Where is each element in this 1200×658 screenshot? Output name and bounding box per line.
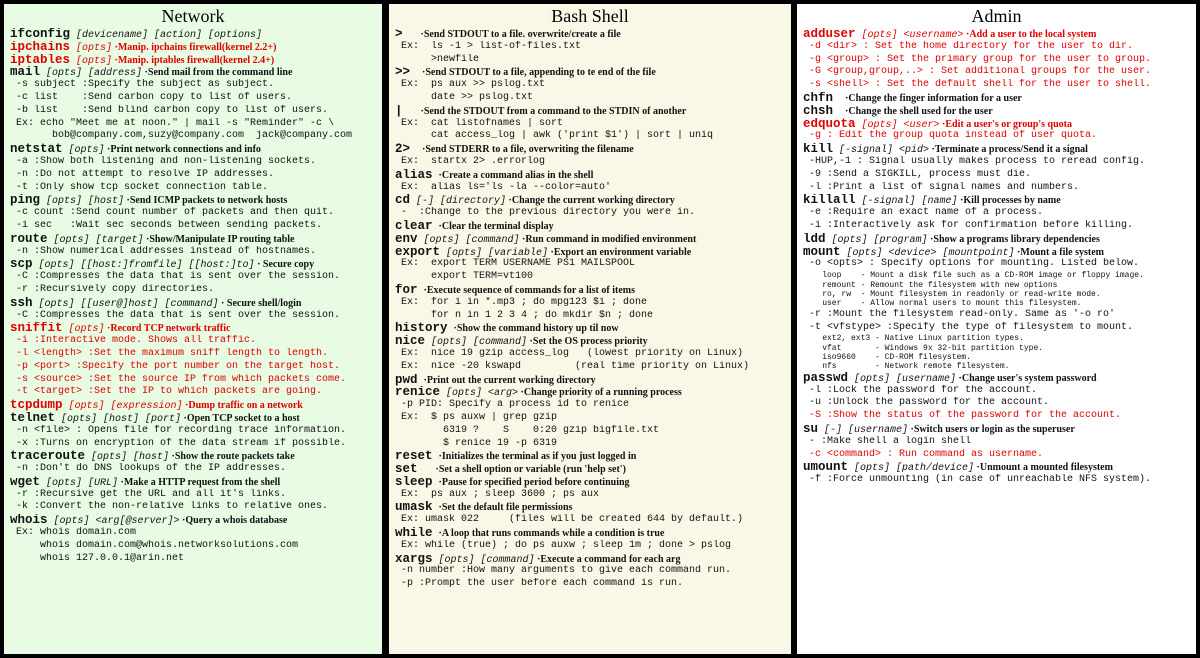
command-description: ·Change the shell used for the user <box>845 105 993 117</box>
command-name: chfn <box>803 91 834 105</box>
command-name: | <box>395 104 403 118</box>
command-name: env <box>395 232 418 246</box>
command-args: [opts] [target] <box>47 234 144 246</box>
command-description: ·Send STDOUT to a file. overwrite/create a file <box>420 29 621 40</box>
detail-line: -a :Show both listening and non-listening sockets. <box>10 155 317 167</box>
command-name: sleep <box>395 475 433 489</box>
command-entry <box>395 66 787 79</box>
command-entry <box>10 54 378 67</box>
detail-line: -n number :How many arguments to give each command run. <box>395 565 732 577</box>
command-args: [opts] <username> <box>855 30 964 41</box>
command-description: ·Make a HTTP request from the shell <box>118 476 281 488</box>
detail-line: Ex: ps aux >> pslog.txt <box>395 79 546 91</box>
command-description: ·Show/Manipulate IP routing table <box>143 233 295 245</box>
detail-line: -i sec :Wait sec seconds between sending packets. <box>10 219 323 231</box>
command-name: umount <box>803 461 849 475</box>
command-description: ·Add a user to the local system <box>963 29 1097 40</box>
command-args: [opts] <arg> <box>440 388 519 400</box>
command-description: ·Send STDOUT to a file, appending to te end of the file <box>422 67 656 79</box>
detail-line: -t <vfstype> :Specify the type of filesystem to mount. <box>803 321 1134 333</box>
command-entry <box>10 322 378 335</box>
command-description: ·Switch users or login as the superuser <box>908 424 1075 436</box>
detail-line: Ex: ls -1 > list-of-files.txt <box>395 40 582 52</box>
detail-line: Ex: cat listofnames | sort <box>395 117 564 129</box>
detail-line: whois domain.com@whois.networksolutions.com <box>10 539 299 551</box>
detail-line: -9 :Send a SIGKILL, process must die. <box>803 168 1032 180</box>
command-name: su <box>803 423 819 436</box>
detail-line: -n :Don't do DNS lookups of the IP addresses. <box>10 463 287 475</box>
command-name: > <box>395 28 403 41</box>
command-name: ldd <box>803 232 826 246</box>
command-entry <box>10 143 378 156</box>
detail-line: -n :Do not attempt to resolve IP addresses. <box>10 168 275 180</box>
command-description: ·Terminate a process/Send it a signal <box>929 144 1088 156</box>
command-name: adduser <box>803 28 856 41</box>
detail-line: Ex: echo "Meet me at noon." | mail -s "Reminder" -c \ <box>10 117 335 129</box>
command-entry <box>803 143 1192 156</box>
command-name: alias <box>395 168 433 182</box>
detail-line: -l :Print a list of signal names and numbers. <box>803 181 1080 193</box>
command-entry <box>10 450 378 463</box>
command-args: [opts] [command] <box>425 337 528 348</box>
command-description: ·Manip. iptables firewall(kernel 2.4+) <box>112 54 275 66</box>
command-args: [-] [directory] <box>410 196 507 208</box>
command-entry <box>395 233 787 246</box>
command-description: ·Show the command history up til now <box>453 323 619 335</box>
detail-line: date >> pslog.txt <box>395 91 534 103</box>
command-args <box>410 145 422 156</box>
command-entry <box>10 297 378 310</box>
command-entry <box>395 105 787 118</box>
command-args <box>418 465 436 476</box>
command-name: ssh <box>10 296 33 310</box>
command-name: umask <box>395 501 433 515</box>
detail-line: -r :Recursive get the URL and all it's links. <box>10 488 287 500</box>
command-entry <box>803 423 1192 436</box>
command-args: [opts] [program] <box>825 234 928 246</box>
command-entry <box>395 553 787 566</box>
command-entry <box>803 461 1192 474</box>
detail-line: Ex: while (true) ; do ps auxw ; sleep 1m ; done > pslog <box>395 539 732 551</box>
command-description: ·Print network connections and info <box>104 144 261 156</box>
command-args: [opts] [command] <box>417 234 520 246</box>
detail-line: -C :Compresses the data that is sent over the session. <box>10 309 341 321</box>
detail-line: export TERM=vt100 <box>395 271 534 283</box>
detail-line: -i :Interactively ask for confirmation before killing. <box>803 219 1134 231</box>
command-name: tcpdump <box>10 399 63 412</box>
command-description: ·Change the current working directory <box>506 195 675 207</box>
command-description: ·Edit a user's or group's quota <box>939 118 1072 130</box>
command-entry <box>803 246 1192 259</box>
command-name: killall <box>803 194 856 208</box>
detail-line: Ex: export TERM USERNAME PS1 MAILSPOOL <box>395 258 636 270</box>
detail-line: -g <group> : Set the primary group for the user to group. <box>803 53 1152 65</box>
command-name: while <box>395 527 433 540</box>
detail-line: $ renice 19 -p 6319 <box>395 437 558 449</box>
network-column <box>3 3 383 655</box>
bash-shell-column <box>388 3 792 655</box>
command-name: mail <box>10 66 41 80</box>
command-description: ·Send the STDOUT from a command to the STDIN of another <box>420 105 687 117</box>
command-name: mount <box>803 245 841 259</box>
detail-line: -r :Mount the filesystem read-only. Same as '-o ro' <box>803 308 1116 320</box>
command-name: whois <box>10 514 48 528</box>
command-name: kill <box>803 143 834 156</box>
detail-line: vfat - Windows 9x 32-bit partition type. <box>803 343 1044 353</box>
detail-line: -i :Interactive mode. Shows all traffic. <box>10 335 257 347</box>
detail-line: -t :Only show tcp socket connection table. <box>10 181 269 193</box>
command-name: nice <box>395 335 426 348</box>
command-args: [opts] <box>70 55 113 67</box>
command-description: ·Set a shell option or variable (run 'help set') <box>435 464 626 476</box>
command-name: netstat <box>10 143 63 156</box>
command-args <box>833 94 845 105</box>
command-entry <box>10 514 378 527</box>
detail-line: -x :Turns on encryption of the data stream if possible. <box>10 437 347 449</box>
command-description: · Secure shell/login <box>218 297 302 309</box>
detail-line: -l <length> :Set the maximum sniff length to length. <box>10 347 329 359</box>
command-entry <box>395 169 787 182</box>
command-entry <box>10 412 378 425</box>
command-entry <box>395 527 787 540</box>
command-args: [opts] <device> [mountpoint] <box>840 247 1015 259</box>
command-description: ·Set the OS process priority <box>527 336 648 348</box>
detail-line: - :Make shell a login shell <box>803 435 972 447</box>
command-args: [opts] [host] <box>40 196 125 208</box>
detail-line: -t <target> :Set the IP to which packets are going. <box>10 386 323 398</box>
detail-line: -G <group,group,..> : Set additional groups for the user. <box>803 66 1152 78</box>
detail-line: -e :Require an exact name of a process. <box>803 207 1044 219</box>
command-description: ·Send ICMP packets to network hosts <box>124 195 288 207</box>
command-args: [opts] [path/device] <box>848 463 975 475</box>
command-entry <box>395 143 787 156</box>
command-args: [opts] [address] <box>40 68 143 80</box>
command-args: [opts] [host] <box>85 452 170 464</box>
detail-line: 6319 ? S 0:20 gzip bigfile.txt <box>395 424 660 436</box>
command-entry <box>395 374 787 387</box>
command-description: ·Unmount a mounted filesystem <box>974 462 1113 474</box>
command-entry <box>395 450 787 463</box>
command-entry <box>395 322 787 335</box>
detail-line: -S :Show the status of the password for the account. <box>803 410 1122 422</box>
command-description: ·Print out the current working directory <box>423 374 596 386</box>
detail-line: -b list :Send blind carbon copy to list of users. <box>10 104 329 116</box>
detail-line: Ex: startx 2> .errorlog <box>395 155 546 167</box>
command-description: ·Export an environment variable <box>548 246 692 258</box>
command-args: [opts] [host] [port] <box>55 413 182 425</box>
command-entry <box>803 28 1192 41</box>
command-entry <box>10 66 378 79</box>
command-description: ·Create a command alias in the shell <box>438 169 594 181</box>
command-name: xargs <box>395 552 433 566</box>
command-entry <box>395 501 787 514</box>
command-entry <box>395 284 787 297</box>
detail-line: Ex: nice -20 kswapd (real time priority on Linux) <box>395 360 750 372</box>
command-entry <box>803 194 1192 207</box>
command-description: ·Manip. ipchains firewall(kernel 2.2+) <box>112 41 277 53</box>
detail-line: -c count :Send count number of packets and then quit. <box>10 207 335 219</box>
detail-line: bob@company.com,suzy@company.com jack@company.com <box>10 130 353 142</box>
command-args: [opts] [username] <box>848 373 957 385</box>
command-description: ·Execute sequence of commands for a list of items <box>423 284 635 296</box>
command-entry <box>395 386 787 399</box>
command-description: ·Clear the terminal display <box>438 220 554 232</box>
command-name: for <box>395 283 418 297</box>
command-description: ·Record TCP network traffic <box>104 323 231 335</box>
detail-line: -u :Unlock the password for the account. <box>803 397 1050 409</box>
command-name: wget <box>10 475 41 489</box>
command-entry <box>10 41 378 54</box>
command-args: [opts] <box>70 42 113 54</box>
command-args: [opts] <box>62 145 105 156</box>
detail-line: -s <source> :Set the source IP from which packets come. <box>10 373 347 385</box>
command-args: [opts] [expression] <box>62 401 183 412</box>
command-args: [devicename] [action] [options] <box>70 30 263 41</box>
command-args: [opts] [[user@]host] [command] <box>32 298 219 310</box>
detail-line: -c list :Send carbon copy to list of users. <box>10 91 293 103</box>
command-args: [opts] <user> <box>855 119 940 131</box>
command-entry <box>395 335 787 348</box>
command-args <box>403 107 421 118</box>
command-name: ipchains <box>10 40 71 54</box>
admin-body <box>797 28 1196 487</box>
detail-line: -d <dir> : Set the home directory for the user to dir. <box>803 40 1134 52</box>
detail-line: user - Allow normal users to mount this filesystem. <box>803 299 1082 309</box>
command-description: · Secure copy <box>254 259 315 271</box>
command-name: scp <box>10 258 33 272</box>
command-description: ·Run command in modified environment <box>519 233 697 245</box>
command-name: set <box>395 463 418 476</box>
command-name: >> <box>395 66 411 80</box>
network-body <box>4 28 382 565</box>
detail-line: remount - Remount the filesystem with new options <box>803 280 1058 290</box>
command-entry <box>395 463 787 476</box>
command-description: ·A loop that runs commands while a condition is true <box>438 528 665 540</box>
command-description: ·Change priority of a running process <box>518 387 682 399</box>
detail-line: Ex: alias ls='ls -la --color=auto' <box>395 181 612 193</box>
detail-line: -g : Edit the group quota instead of user quota. <box>803 130 1098 142</box>
detail-line: -c <command> : Run command as username. <box>803 448 1044 460</box>
command-args: [opts] [command] <box>432 554 535 566</box>
command-name: telnet <box>10 411 56 425</box>
command-args: [opts] [URL] <box>40 477 119 489</box>
detail-line: -s subject :Specify the subject as subject. <box>10 79 275 91</box>
detail-line: -r :Recursively copy directories. <box>10 283 215 295</box>
command-entry <box>395 194 787 207</box>
detail-line: -l :Lock the password for the account. <box>803 384 1038 396</box>
command-entry <box>395 246 787 259</box>
network-title: Network <box>161 6 225 26</box>
command-args: [opts] [[host:]fromfile] [[host:]to] <box>32 260 255 272</box>
command-args: [opts] <arg[@server]> <box>47 516 180 528</box>
detail-line: -f :Force unmounting (in case of unreachable NFS system). <box>803 474 1152 486</box>
command-name: pwd <box>395 373 418 387</box>
command-args <box>833 107 845 118</box>
detail-line: -n :Show numerical addresses instead of hostnames. <box>10 245 317 257</box>
detail-line: -p <port> :Specify the port number on the target host. <box>10 360 341 372</box>
command-entry <box>803 233 1192 246</box>
detail-line: -HUP,-1 : Signal usually makes process to reread config. <box>803 155 1146 167</box>
command-name: 2> <box>395 143 411 156</box>
detail-line: -C :Compresses the data that is sent over the session. <box>10 271 341 283</box>
detail-line: whois 127.0.0.1@arin.net <box>10 552 185 564</box>
command-name: traceroute <box>10 450 86 464</box>
command-description: ·Mount a file system <box>1014 246 1104 258</box>
bash-shell-body <box>389 28 791 591</box>
command-description: ·Initializes the terminal as if you just logged in <box>438 451 637 463</box>
command-description: ·Show the route packets take <box>169 451 295 463</box>
command-entry <box>10 476 378 489</box>
command-name: reset <box>395 450 433 464</box>
detail-line: -p PID: Specify a process id to renice <box>395 399 630 411</box>
detail-line: for n in 1 2 3 4 ; do mkdir $n ; done <box>395 309 654 321</box>
detail-line: >newfile <box>395 53 480 65</box>
command-description: ·Pause for specified period before continuing <box>438 476 630 488</box>
detail-line: -n <file> : Opens file for recording trace information. <box>10 424 347 436</box>
bash-shell-title: Bash Shell <box>551 6 629 26</box>
command-name: clear <box>395 219 433 233</box>
command-name: export <box>395 245 441 259</box>
command-description: ·Open TCP socket to a host <box>181 412 300 424</box>
command-entry <box>395 28 787 41</box>
detail-line: Ex: for i in *.mp3 ; do mpg123 $i ; done <box>395 296 648 308</box>
command-args: [opts] <box>62 324 105 336</box>
detail-line: Ex: nice 19 gzip access_log (lowest priority on Linux) <box>395 347 744 359</box>
detail-line: Ex: whois domain.com <box>10 527 137 539</box>
command-name: sniffit <box>10 322 63 336</box>
command-args <box>403 30 421 41</box>
command-name: route <box>10 232 48 246</box>
detail-line: loop - Mount a disk file such as a CD-ROM image or floppy image. <box>803 271 1144 281</box>
command-name: cd <box>395 194 411 208</box>
command-description: ·Send mail from the command line <box>142 67 293 79</box>
detail-line: Ex: umask 022 (files will be created 644 by default.) <box>395 514 744 526</box>
command-entry <box>395 220 787 233</box>
detail-line: cat access_log | awk ('print $1') | sort | uniq <box>395 130 714 142</box>
detail-line: Ex: $ ps auxw | grep gzip <box>395 411 558 423</box>
command-description: ·Change user's system password <box>956 372 1097 384</box>
detail-line: ext2, ext3 - Native Linux partition types. <box>803 334 1024 344</box>
command-entry <box>10 399 378 412</box>
command-name: history <box>395 322 448 336</box>
command-entry <box>803 118 1192 131</box>
detail-line: -p :Prompt the user before each command is run. <box>395 578 684 590</box>
command-entry <box>10 233 378 246</box>
command-name: ifconfig <box>10 28 71 41</box>
command-description: ·Query a whois database <box>179 515 288 527</box>
command-name: passwd <box>803 371 849 385</box>
command-name: chsh <box>803 104 834 118</box>
command-entry <box>395 476 787 489</box>
detail-line: Ex: ps aux ; sleep 3600 ; ps aux <box>395 488 600 500</box>
command-name: iptables <box>10 53 71 67</box>
command-args: [-] [username] <box>818 425 909 436</box>
command-name: edquota <box>803 117 856 131</box>
command-name: renice <box>395 386 441 400</box>
command-description: ·Dump traffic on a network <box>182 400 303 412</box>
command-args: [-signal] [name] <box>855 196 958 208</box>
detail-line: -o <opts> : Specify options for mounting. Listed below. <box>803 258 1140 270</box>
command-args: [opts] [variable] <box>440 247 549 259</box>
command-entry <box>803 372 1192 385</box>
detail-line: -k :Convert the non-relative links to relative ones. <box>10 501 329 513</box>
command-entry <box>10 258 378 271</box>
command-entry <box>803 92 1192 105</box>
admin-column <box>796 3 1197 655</box>
detail-line: - :Change to the previous directory you were in. <box>395 207 696 219</box>
command-entry <box>803 105 1192 118</box>
command-description: ·Kill processes by name <box>957 195 1061 207</box>
detail-line: -s <shell> : Set the default shell for the user to shell. <box>803 79 1152 91</box>
command-description: ·Execute a command for each arg <box>534 553 681 565</box>
command-description: ·Show a programs library dependencies <box>927 233 1100 245</box>
detail-line: iso9660 - CD-ROM filesystem. <box>803 353 972 363</box>
command-args: [-signal] <pid> <box>833 145 930 156</box>
command-description: ·Set the default file permissions <box>438 502 573 514</box>
command-entry <box>10 194 378 207</box>
command-description: ·Change the finger information for a user <box>845 92 1022 104</box>
command-description: ·Send STDERR to a file, overwriting the filename <box>422 144 634 156</box>
detail-line: nfs - Network remote filesystem. <box>803 362 1010 372</box>
command-args <box>410 68 422 79</box>
command-entry <box>10 28 378 41</box>
detail-line: ro, rw - Mount filesystem in readonly or read-write mode. <box>803 289 1101 299</box>
admin-title: Admin <box>971 6 1022 26</box>
command-name: ping <box>10 194 41 208</box>
